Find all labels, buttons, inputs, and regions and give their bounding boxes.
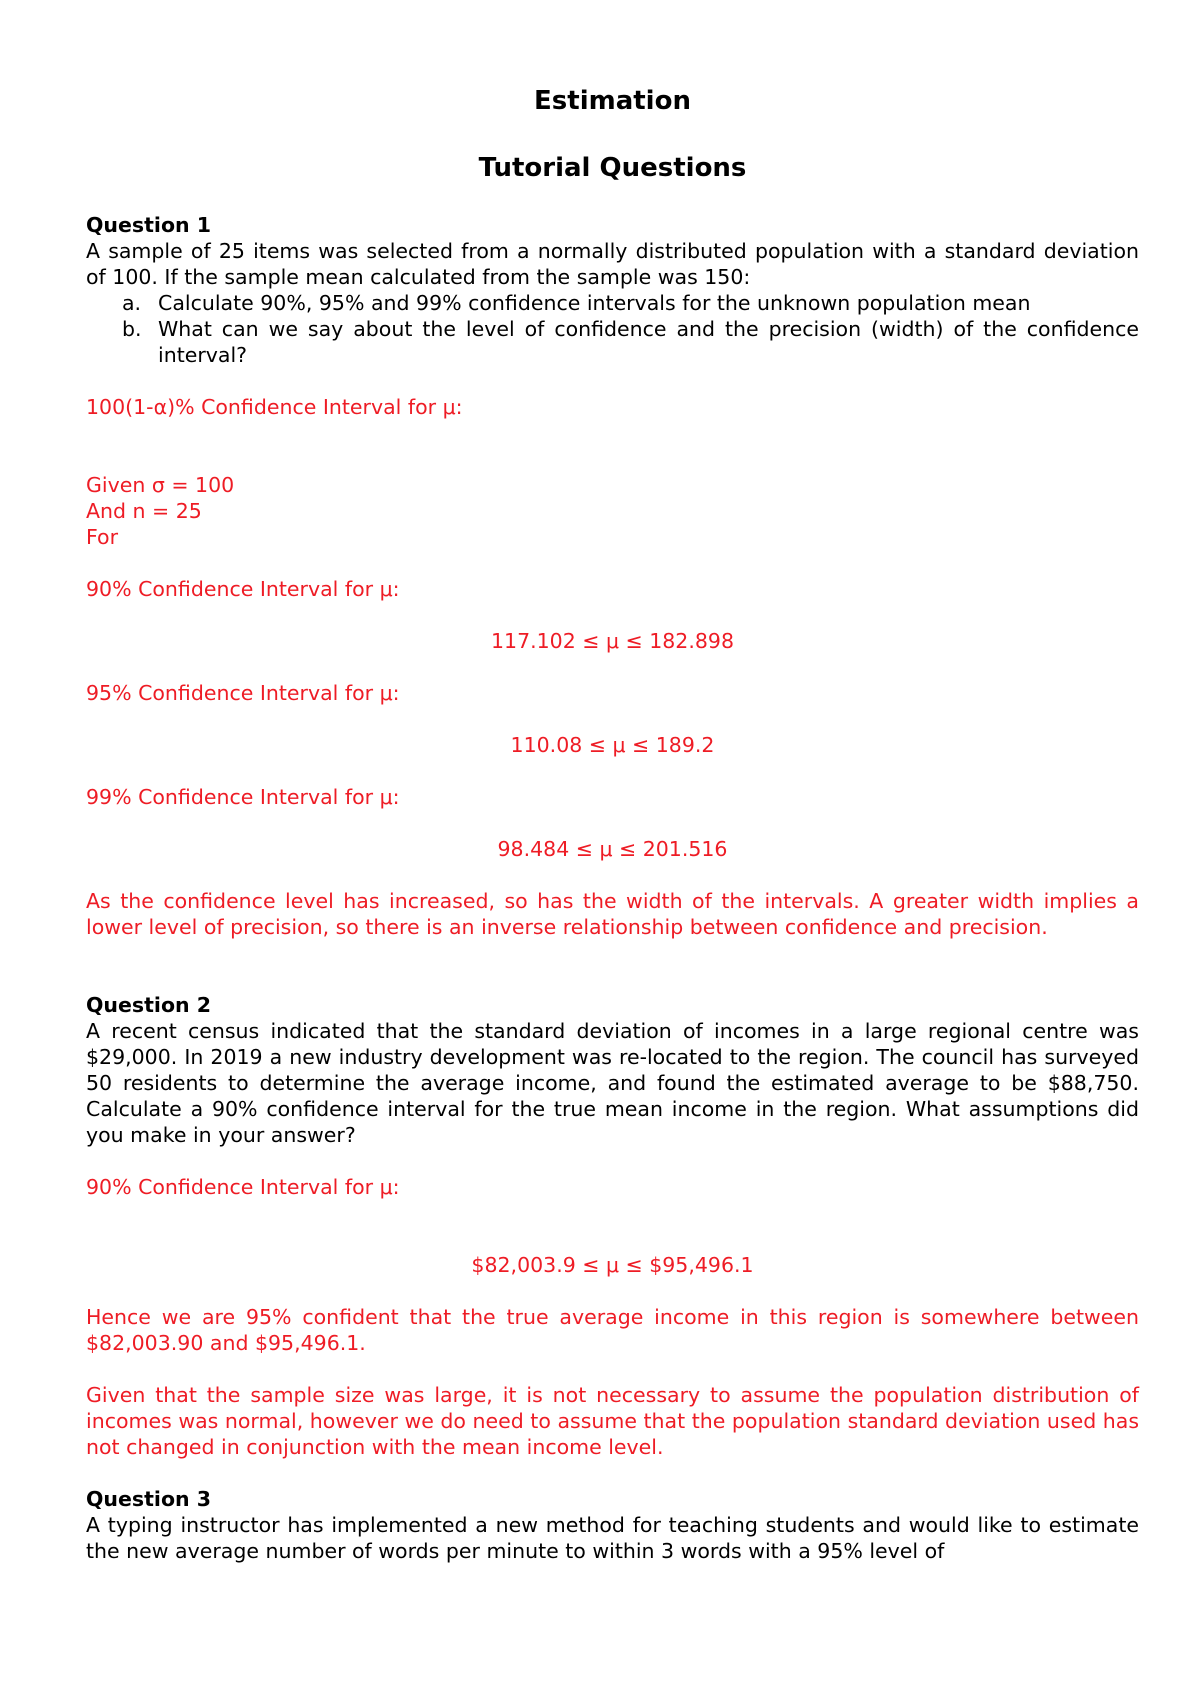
document-title: Estimation [534, 86, 691, 116]
answer-ci99-label: 99% Confidence Interval for μ: [86, 785, 400, 809]
answer-q2-ci90-value: $82,003.9 ≤ μ ≤ $95,496.1 [471, 1253, 754, 1277]
answer-ci90-label: 90% Confidence Interval for μ: [86, 577, 400, 601]
question-2-text: A recent census indicated that the standard deviation of incomes in a large regional centre was $29,000. In 2019 a new industry development was re-located to the region. The council has surveyed 50 residents to determine the average income, and found the estimated average to be $88,750. Calculate a 90% confidence interval for the true mean income in the region. What assumptions did you make in your answer? [86, 1019, 1139, 1147]
list-item-text: What can we say about the level of confidence and the precision (width) of the confidence interval? [158, 317, 1139, 367]
answer-for: For [86, 525, 119, 549]
answer-ci95-label: 95% Confidence Interval for μ: [86, 681, 400, 705]
question-1-item-a [122, 290, 1139, 316]
question-1-item-b [122, 316, 1139, 368]
answer-and-n: And n = 25 [86, 499, 202, 523]
answer-ci95-value: 110.08 ≤ μ ≤ 189.2 [510, 733, 715, 757]
question-1-text: A sample of 25 items was selected from a normally distributed population with a standard deviation of 100. If the sample mean calculated from the sample was 150: [86, 239, 1139, 289]
question-1-heading: Question 1 [86, 213, 212, 237]
answer-ci99-value: 98.484 ≤ μ ≤ 201.516 [497, 837, 728, 861]
list-marker: a. [122, 291, 142, 315]
question-3-text: A typing instructor has implemented a new method for teaching students and would like to estimate the new average number of words per minute to within 3 words with a 95% level of [86, 1513, 1139, 1563]
answer-q2-hence: Hence we are 95% confident that the true average income in this region is somewhere between $82,003.90 and $95,496.1. [86, 1305, 1139, 1355]
answer-q2-ci90-label: 90% Confidence Interval for μ: [86, 1175, 400, 1199]
document-subtitle: Tutorial Questions [478, 153, 747, 183]
answer-q2-assumption: Given that the sample size was large, it is not necessary to assume the population distribution of incomes was normal, however we do need to assume that the population standard deviation used has not changed in conjunction with the mean income level. [86, 1383, 1139, 1459]
document-body [86, 212, 1139, 1564]
answer-ci-general: 100(1-α)% Confidence Interval for μ: [86, 395, 463, 419]
question-2-heading: Question 2 [86, 993, 212, 1017]
answer-given-sigma: Given σ = 100 [86, 473, 235, 497]
list-marker: b. [122, 317, 142, 341]
question-3-heading: Question 3 [86, 1487, 212, 1511]
question-1-list [86, 290, 1139, 368]
answer-conclusion: As the confidence level has increased, so has the width of the intervals. A greater width implies a lower level of precision, so there is an inverse relationship between confidence and precision. [86, 889, 1139, 939]
list-item-text: Calculate 90%, 95% and 99% confidence intervals for the unknown population mean [158, 291, 1031, 315]
answer-ci90-value: 117.102 ≤ μ ≤ 182.898 [490, 629, 734, 653]
